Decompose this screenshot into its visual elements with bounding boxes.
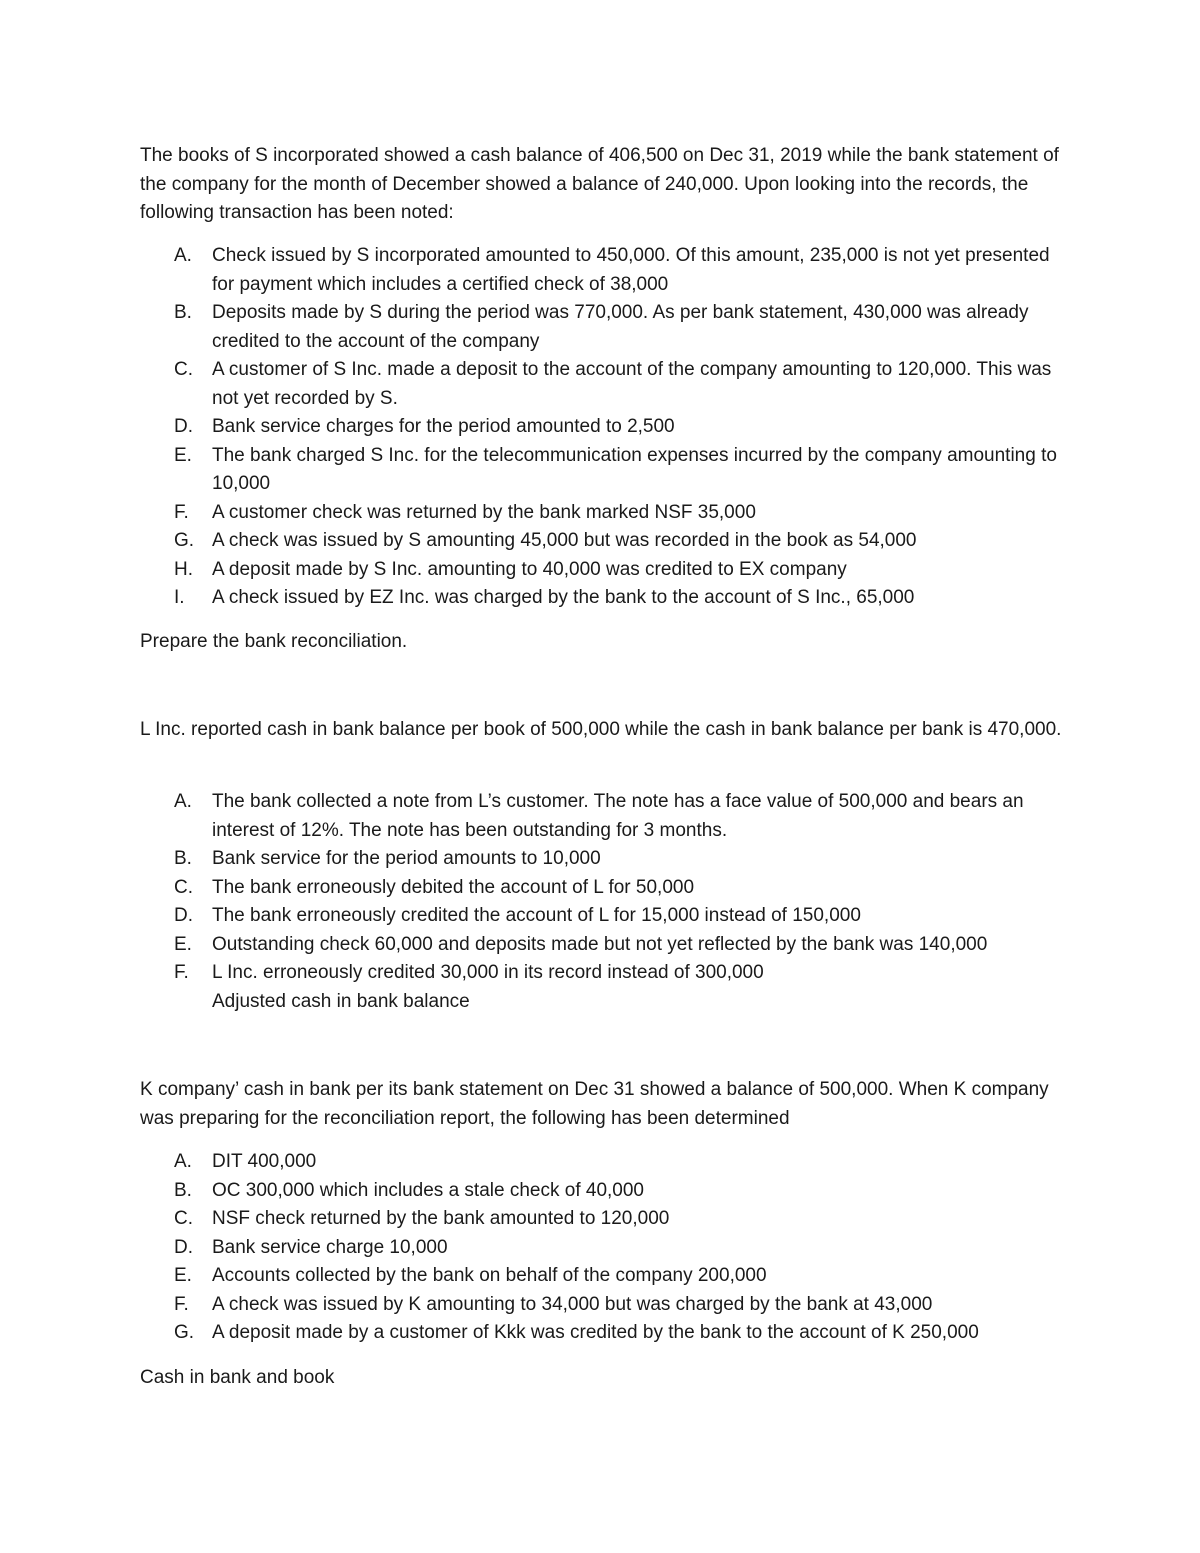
list-marker: C. xyxy=(174,1208,193,1229)
list-item xyxy=(140,1234,1070,1263)
list-item-text: A deposit made by S Inc. amounting to 40,000 was credited to EX company xyxy=(212,558,847,580)
list-item-text: A check issued by EZ Inc. was charged by the bank to the account of S Inc., 65,000 xyxy=(212,587,915,608)
list-item xyxy=(140,356,1070,413)
list-item-text: The bank collected a note from L’s customer. The note has a face value of 500,000 and bears an interest of 12%. The note has been outstanding for 3 months. xyxy=(212,791,1024,841)
list-item-text: A check was issued by S amounting 45,000 but was recorded in the book as 54,000 xyxy=(212,530,917,551)
list-item-text: The bank erroneously debited the account of L for 50,000 xyxy=(212,876,695,898)
list-item-text: NSF check returned by the bank amounted to 120,000 xyxy=(212,1208,670,1229)
list-item xyxy=(140,584,1070,613)
list-item xyxy=(140,299,1070,356)
list-item xyxy=(140,413,1070,442)
list-item xyxy=(140,874,1070,903)
list-item xyxy=(140,959,1070,988)
list-marker: H. xyxy=(174,558,193,580)
list-item-text: Accounts collected by the bank on behalf of the company 200,000 xyxy=(212,1265,767,1286)
list-item xyxy=(140,242,1070,299)
list-item xyxy=(140,527,1070,556)
list-marker: A. xyxy=(174,1151,192,1172)
list-item-text: Bank service charges for the period amounted to 2,500 xyxy=(212,416,675,437)
list-item-text: The bank erroneously credited the account of L for 15,000 instead of 150,000 xyxy=(212,905,861,926)
list-item-text: Deposits made by S during the period was 770,000. As per bank statement, 430,000 was already credited to the account of the company xyxy=(212,302,1029,352)
list-item xyxy=(140,902,1070,931)
list-marker: E. xyxy=(174,933,192,955)
list-item-text: A customer check was returned by the bank marked NSF 35,000 xyxy=(212,501,756,523)
list-marker: G. xyxy=(174,1322,195,1343)
list-item xyxy=(140,1319,1070,1348)
list-marker: D. xyxy=(174,1236,193,1258)
list-item-text: DIT 400,000 xyxy=(212,1151,317,1172)
list-item xyxy=(140,1262,1070,1291)
list-marker: I. xyxy=(174,587,185,608)
list-marker: D. xyxy=(174,416,193,437)
problem1-instruction: Prepare the bank reconciliation. xyxy=(140,631,408,652)
list-item-text: Bank service for the period amounts to 10,000 xyxy=(212,848,601,869)
list-item-text: Check issued by S incorporated amounted to 450,000. Of this amount, 235,000 is not yet presented for payment which includes a certified check of 38,000 xyxy=(212,245,1050,295)
list-marker: F. xyxy=(174,962,189,983)
list-marker: F. xyxy=(174,1293,189,1315)
list-item xyxy=(140,788,1070,845)
list-item xyxy=(140,931,1070,960)
list-marker: G. xyxy=(174,530,195,551)
list-item-text: The bank charged S Inc. for the telecommunication expenses incurred by the company amounting to 10,000 xyxy=(212,444,1057,494)
problem2-note: Adjusted cash in bank balance xyxy=(212,990,470,1012)
list-marker: B. xyxy=(174,302,192,323)
list-marker: C. xyxy=(174,876,193,898)
list-marker: F. xyxy=(174,501,189,523)
list-item xyxy=(140,499,1070,528)
problem3-intro: K company’ cash in bank per its bank statement on Dec 31 showed a balance of 500,000. When K company was preparing for the reconciliation report, the following has been determined xyxy=(140,1079,1049,1129)
list-marker: C. xyxy=(174,359,193,380)
list-marker: E. xyxy=(174,444,192,466)
problem1-list xyxy=(140,242,1070,613)
list-item-text: OC 300,000 which includes a stale check of 40,000 xyxy=(212,1179,644,1201)
list-item xyxy=(140,556,1070,585)
list-item xyxy=(140,1148,1070,1177)
list-item xyxy=(140,1205,1070,1234)
problem2-intro: L Inc. reported cash in bank balance per book of 500,000 while the cash in bank balance per bank is 470,000. xyxy=(140,719,1062,740)
problem3-list xyxy=(140,1148,1070,1348)
list-marker: E. xyxy=(174,1265,192,1286)
list-item-text: A customer of S Inc. made a deposit to the account of the company amounting to 120,000. This was not yet recorded by S. xyxy=(212,359,1052,409)
list-item-text: A deposit made by a customer of Kkk was credited by the bank to the account of K 250,000 xyxy=(212,1322,979,1343)
list-marker: A. xyxy=(174,245,192,266)
problem3-instruction: Cash in bank and book xyxy=(140,1367,335,1388)
list-marker: A. xyxy=(174,791,192,812)
list-item xyxy=(140,845,1070,874)
list-item-text: L Inc. erroneously credited 30,000 in its record instead of 300,000 xyxy=(212,962,764,983)
list-marker: D. xyxy=(174,905,193,926)
list-item-text: A check was issued by K amounting to 34,000 but was charged by the bank at 43,000 xyxy=(212,1293,933,1315)
list-item xyxy=(140,1177,1070,1206)
problem1-intro: The books of S incorporated showed a cash balance of 406,500 on Dec 31, 2019 while the bank statement of the company for the month of December showed a balance of 240,000. Upon looking into the records, the following transaction has been noted: xyxy=(140,145,1059,223)
list-item xyxy=(140,1291,1070,1320)
list-item xyxy=(140,442,1070,499)
list-marker: B. xyxy=(174,848,192,869)
list-item-text: Outstanding check 60,000 and deposits made but not yet reflected by the bank was 140,000 xyxy=(212,933,988,955)
problem2-list xyxy=(140,788,1070,1016)
list-marker: B. xyxy=(174,1179,192,1201)
list-item-text: Bank service charge 10,000 xyxy=(212,1236,448,1258)
